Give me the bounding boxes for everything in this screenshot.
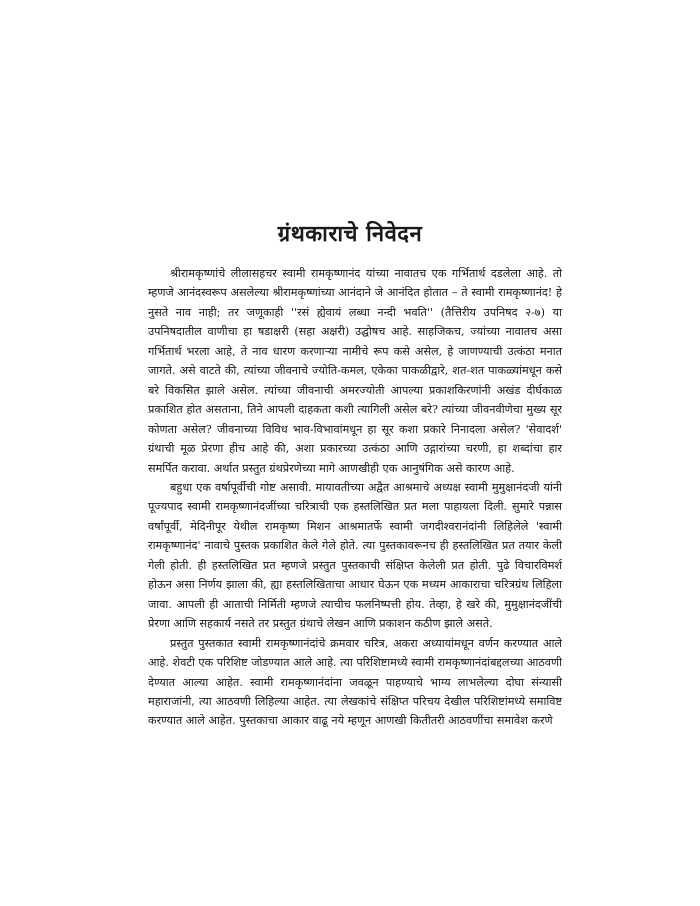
page-title: ग्रंथकाराचे निवेदन	[277, 221, 423, 247]
paragraph-3: प्रस्तुत पुस्तकात स्वामी रामकृष्णानंदांचे क्रमवार चरित्र, अकरा अध्यायांमधून वर्णन करण्यात आले आहे. शेवटी एक परिशिष्ट जोडण्यात आले आहे. त्या परिशिष्टामध्ये स्वामी रामकृष्णानंदांबद्दलच्या आठवणी देण्यात आल्या आहेत. स्वामी रामकृष्णानंदांना जवळून पाहण्याचे भाग्य लाभलेल्या दोघा संन्यासी महाराजांनी, त्या आठवणी लिहिल्या आहेत. त्या लेखकांचे संक्षिप्त परिचय देखील परिशिष्टांमध्ये समाविष्ट करण्यात आले आहेत. पुस्तकाचा आकार वाढू नये म्हणून आणखी कितीतरी आठवणींचा समावेश करणे	[148, 636, 562, 728]
body-text	[148, 264, 562, 731]
paragraph-2: बहुधा एक वर्षापूर्वीची गोष्ट असावी. मायावतीच्या अद्वैत आश्रमाचे अध्यक्ष स्वामी मुमुक्षानंदजी यांनी पूज्यपाद स्वामी रामकृष्णानंदजींच्या चरित्राची एक हस्तलिखित प्रत मला पाहायला दिली. सुमारे पन्नास वर्षांपूर्वी, मेदिनीपूर येथील रामकृष्ण मिशन आश्रमातर्फे स्वामी जगदीश्वरानंदांनी लिहिलेले 'स्वामी रामकृष्णानंद' नावाचे पुस्तक प्रकाशित केले गेले होते. त्या पुस्तकावरूनच ही हस्तलिखित प्रत तयार केली गेली होती. ही हस्तलिखित प्रत म्हणजे प्रस्तुत पुस्तकाची संक्षिप्त केलेली प्रत होती. पुढे विचारविमर्श होऊन असा निर्णय झाला की, ह्या हस्तलिखिताचा आधार घेऊन एक मध्यम आकाराचा चरित्रग्रंथ लिहिला जावा. आपली ही आताची निर्मिती म्हणजे त्याचीच फलनिष्पत्ती होय. तेव्हा, हे खरे की, मुमुक्षानंदजींची प्रेरणा आणि सहकार्य नसते तर प्रस्तुत ग्रंथाचे लेखन आणि प्रकाशन कठीण झाले असते.	[148, 480, 562, 631]
paragraph-1: श्रीरामकृष्णांचे लीलासहचर स्वामी रामकृष्णानंद यांच्या नावातच एक गर्भितार्थ दडलेला आहे. तो म्हणजे आनंदस्वरूप असलेल्या श्रीरामकृष्णांच्या आनंदाने जे आनंदित होतात – ते स्वामी रामकृष्णानंद! हे नुसते नाव नाही; तर जणूकाही ''रसं ह्येवायं लब्धा नन्दी भवति'' (तैत्तिरीय उपनिषद २-७) या उपनिषदातील वाणीचा हा षडाक्षरी (सहा अक्षरी) उद्घोषच आहे. साहजिकच, ज्यांच्या नावातच असा गर्भितार्थ भरला आहे, ते नाव धारण करणाऱ्या नामीचे रूप कसे असेल, हे जाणण्याची उत्कंठा मनात जागते. असे वाटते की, त्यांच्या जीवनाचे ज्योति-कमल, एकेका पाकळीद्वारे, शत-शत पाकळ्यांमधून कसे बरे विकसित झाले असेल. त्यांच्या जीवनाची अमरज्योती आपल्या प्रकाशकिरणांनी अखंड दीर्घकाळ प्रकाशित होत असताना, तिने आपली दाहकता कशी त्यागिली असेल बरे? त्यांच्या जीवनवीणेचा मुख्य सूर कोणता असेल? जीवनाच्या विविध भाव-विभावांमधून हा सूर कशा प्रकारे निनादला असेल? 'सेवादर्श' ग्रंथाची मूळ प्रेरणा हीच आहे की, अशा प्रकारच्या उत्कंठा आणि उद्गारांच्या चरणी, हा शब्दांचा हार समर्पित करावा. अर्थात प्रस्तुत ग्रंथप्रेरणेच्या मागे आणखीही एक आनुषंगिक असे कारण आहे.	[148, 267, 562, 475]
